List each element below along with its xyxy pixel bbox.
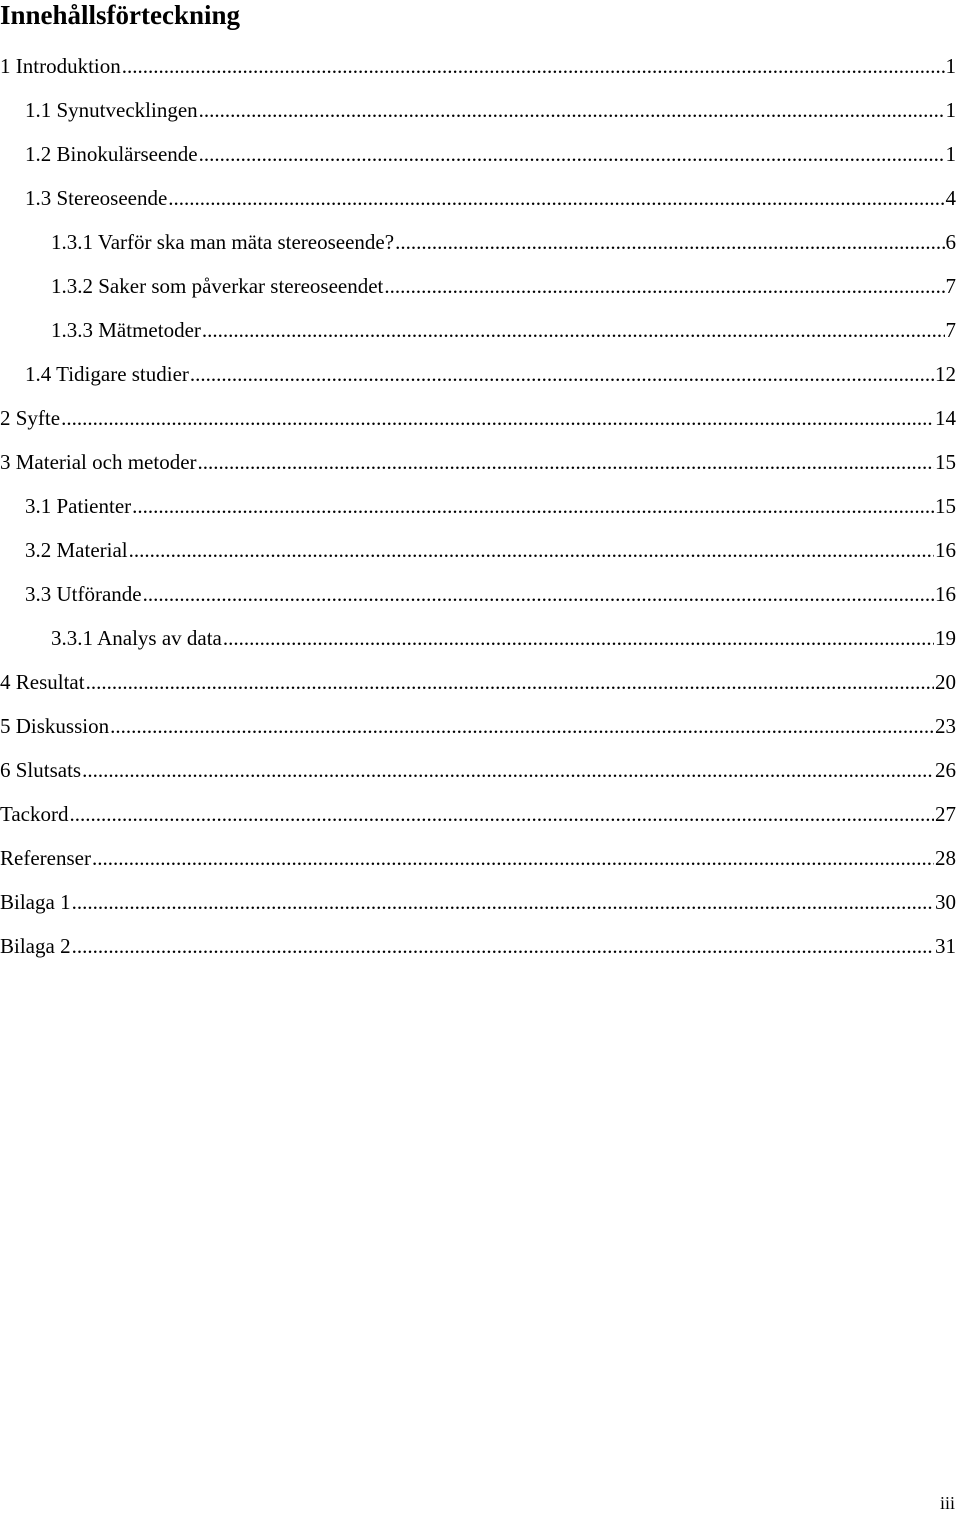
toc-entry-bilaga-1[interactable]	[0, 880, 956, 924]
dot-leader	[202, 308, 945, 352]
toc-entry-diskussion[interactable]	[0, 704, 956, 748]
toc-entry-resultat[interactable]	[0, 660, 956, 704]
dot-leader	[110, 704, 934, 748]
toc-entry-label: 3.3.1 Analys av data	[51, 626, 222, 650]
toc-entry-slutsats[interactable]	[0, 748, 956, 792]
toc-entry-label: 1.2 Binokulärseende	[25, 142, 198, 166]
toc-entry-label: 1.3 Stereoseende	[25, 186, 168, 210]
toc-entry-page: 28	[935, 846, 956, 870]
dot-leader	[86, 660, 934, 704]
toc-entry-page: 16	[935, 538, 956, 562]
dot-leader	[82, 748, 934, 792]
toc-entry-analys-av-data[interactable]	[0, 616, 956, 660]
page-number: iii	[939, 1493, 955, 1513]
dot-leader	[168, 176, 944, 220]
dot-leader	[199, 132, 945, 176]
dot-leader	[61, 396, 934, 440]
dot-leader	[72, 924, 934, 968]
toc-entry-label: 1.3.2 Saker som påverkar stereoseendet	[51, 274, 384, 298]
toc-entry-matmetoder[interactable]	[0, 308, 956, 352]
toc-entry-label: 3.1 Patienter	[25, 494, 132, 518]
toc-entry-label: 1.4 Tidigare studier	[25, 362, 189, 386]
dot-leader	[190, 352, 934, 396]
toc-entry-bilaga-2[interactable]	[0, 924, 956, 968]
toc-entry-label: 1.3.3 Mätmetoder	[51, 318, 201, 342]
dot-leader	[132, 484, 934, 528]
table-of-contents	[0, 44, 956, 968]
toc-entry-page: 6	[945, 230, 956, 254]
toc-entry-page: 20	[935, 670, 956, 694]
toc-entry-label: 3.2 Material	[25, 538, 128, 562]
toc-entry-referenser[interactable]	[0, 836, 956, 880]
toc-entry-patienter[interactable]	[0, 484, 956, 528]
toc-entry-page: 15	[935, 494, 956, 518]
toc-entry-label: 1 Introduktion	[0, 54, 121, 78]
toc-entry-page: 1	[945, 98, 956, 122]
toc-entry-page: 7	[945, 274, 956, 298]
toc-entry-page: 27	[935, 802, 956, 826]
toc-entry-material[interactable]	[0, 528, 956, 572]
toc-entry-page: 12	[935, 362, 956, 386]
dot-leader	[198, 440, 934, 484]
toc-entry-label: Bilaga 2	[0, 934, 71, 958]
dot-leader	[92, 836, 934, 880]
toc-entry-label: 4 Resultat	[0, 670, 85, 694]
toc-entry-stereoseende[interactable]	[0, 176, 956, 220]
dot-leader	[384, 264, 944, 308]
toc-entry-page: 31	[935, 934, 956, 958]
toc-entry-synutvecklingen[interactable]	[0, 88, 956, 132]
toc-entry-page: 1	[945, 142, 956, 166]
toc-entry-page: 1	[945, 54, 956, 78]
toc-entry-page: 7	[945, 318, 956, 342]
dot-leader	[143, 572, 934, 616]
toc-entry-page: 30	[935, 890, 956, 914]
toc-entry-label: 1.1 Synutvecklingen	[25, 98, 198, 122]
toc-entry-page: 14	[935, 406, 956, 430]
toc-entry-page: 15	[935, 450, 956, 474]
toc-entry-tackord[interactable]	[0, 792, 956, 836]
toc-entry-page: 16	[935, 582, 956, 606]
dot-leader	[395, 220, 944, 264]
toc-entry-saker-som-paverkar[interactable]	[0, 264, 956, 308]
toc-entry-label: 2 Syfte	[0, 406, 61, 430]
dot-leader	[72, 880, 934, 924]
toc-entry-label: 6 Slutsats	[0, 758, 82, 782]
toc-entry-introduktion[interactable]	[0, 44, 956, 88]
toc-entry-material-och-metoder[interactable]	[0, 440, 956, 484]
dot-leader	[129, 528, 934, 572]
toc-entry-page: 23	[935, 714, 956, 738]
toc-entry-label: Tackord	[0, 802, 69, 826]
toc-entry-tidigare-studier[interactable]	[0, 352, 956, 396]
toc-entry-label: 3.3 Utförande	[25, 582, 142, 606]
toc-entry-utforande[interactable]	[0, 572, 956, 616]
dot-leader	[199, 88, 945, 132]
toc-entry-page: 26	[935, 758, 956, 782]
toc-entry-label: 5 Diskussion	[0, 714, 110, 738]
toc-entry-varfor-mata[interactable]	[0, 220, 956, 264]
toc-entry-label: 3 Material och metoder	[0, 450, 197, 474]
dot-leader	[70, 792, 935, 836]
toc-entry-page: 19	[935, 626, 956, 650]
toc-entry-page: 4	[945, 186, 956, 210]
toc-entry-label: Bilaga 1	[0, 890, 71, 914]
toc-entry-label: 1.3.1 Varför ska man mäta stereoseende?	[51, 230, 395, 254]
toc-title: Innehållsförteckning	[0, 0, 241, 30]
dot-leader	[122, 44, 945, 88]
toc-entry-syfte[interactable]	[0, 396, 956, 440]
dot-leader	[223, 616, 934, 660]
toc-entry-label: Referenser	[0, 846, 91, 870]
toc-entry-binokularseende[interactable]	[0, 132, 956, 176]
